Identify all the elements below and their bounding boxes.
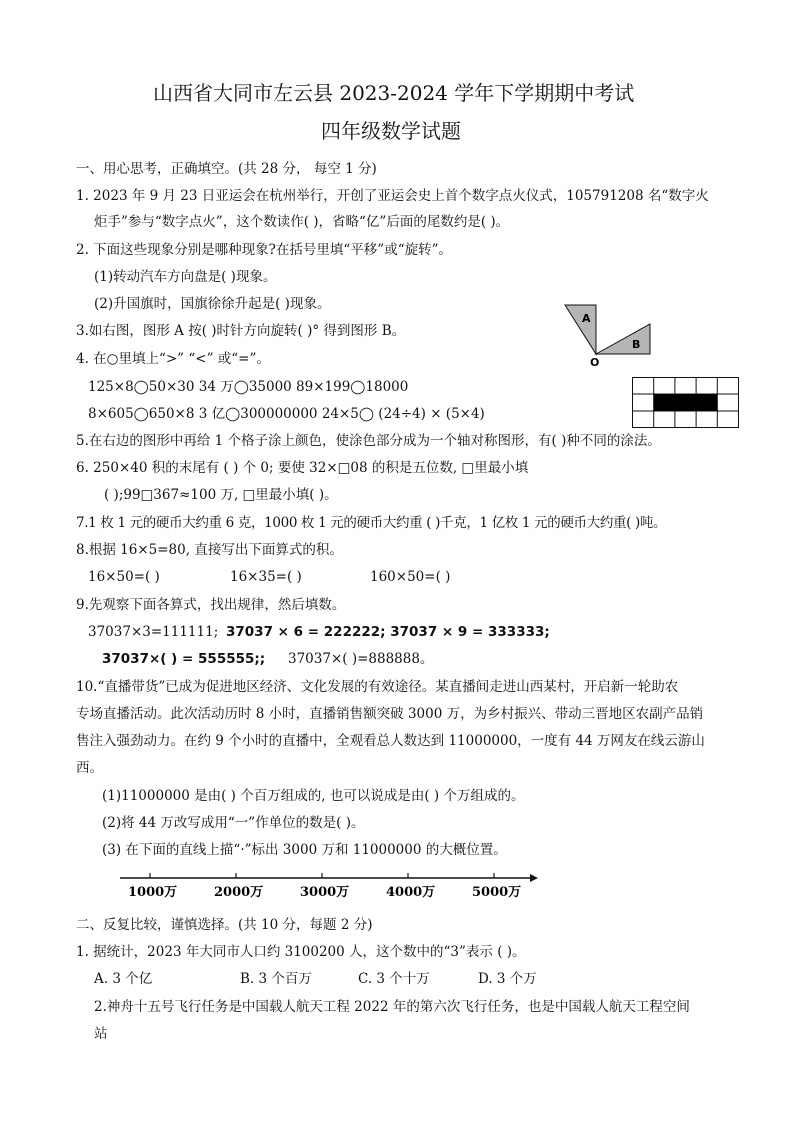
q10-c: (3) 在下面的直线上描“·”标出 3000 万和 11000000 的大概位置。 bbox=[102, 842, 507, 858]
s2-q1-option-d: D. 3 个万 bbox=[478, 971, 537, 987]
s2-q1-option-b: B. 3 个百万 bbox=[240, 971, 312, 987]
figure-o-label: O bbox=[590, 356, 600, 369]
tick-label-1: 1000万 bbox=[128, 885, 178, 900]
q1-line1: 1. 2023 年 9 月 23 日亚运会在杭州举行，开创了亚运会史上首个数字点火仪式，105791208 名“数字火 bbox=[76, 188, 709, 204]
q3-text: 3.如右图，图形 A 按( )时针方向旋转( )° 得到图形 B。 bbox=[76, 323, 406, 339]
q4-stem: 4. 在○里填上“>” “<” 或“=”。 bbox=[76, 351, 270, 367]
q6-line2: ( );99□367≈100 万, □里最小填( )。 bbox=[104, 487, 338, 503]
q7-text: 7.1 枚 1 元的硬币大约重 6 克，1000 枚 1 元的硬币大约重 ( )千克，1 亿枚 1 元的硬币大约重( )吨。 bbox=[76, 515, 667, 531]
q10-p3: 售注入强劲动力。在约 9 个小时的直播中，全观看总人数达到 11000000，一度有 44 万网友在线云游山 bbox=[76, 733, 705, 749]
q2-b: (2)升国旗时，国旗徐徐升起是( )现象。 bbox=[94, 296, 331, 312]
tick-label-3: 3000万 bbox=[300, 885, 350, 900]
number-line-arrow bbox=[530, 874, 538, 882]
symmetry-grid bbox=[632, 377, 740, 429]
q8-b: 16×35=( ) bbox=[230, 569, 302, 585]
q10-p2: 专场直播活动。此次活动历时 8 小时，直播销售额突破 3000 万，为乡村振兴、带动三晋地区农副产品销 bbox=[76, 706, 704, 722]
q9-stem: 9.先观察下面各算式，找出规律，然后填数。 bbox=[76, 597, 346, 613]
q9-l2a: 37037×( ) = 555555;; bbox=[102, 651, 266, 667]
page-title: 山西省大同市左云县 2023-2024 学年下学期期中考试 bbox=[153, 81, 635, 105]
q5-text: 5.在右边的图形中再给 1 个格子涂上颜色，使涂色部分成为一个轴对称图形，有( )种不同的涂法。 bbox=[76, 433, 661, 449]
figure-a-label: A bbox=[582, 312, 591, 325]
q9-l2b: 37037×( )=888888。 bbox=[288, 651, 434, 667]
q10-p4: 西。 bbox=[76, 760, 103, 776]
section2-heading: 二、反复比较，谨慎选择。(共 10 分，每题 2 分) bbox=[76, 917, 373, 933]
q9-l1a: 37037×3=111111; bbox=[88, 624, 219, 640]
q8-c: 160×50=( ) bbox=[370, 569, 451, 585]
figure-b-shape bbox=[596, 324, 650, 354]
q2-stem: 2. 下面这些现象分别是哪种现象?在括号里填“平移”或“旋转”。 bbox=[76, 242, 453, 258]
tick-label-2: 2000万 bbox=[214, 885, 264, 900]
s2-q1-option-a: A. 3 个亿 bbox=[94, 971, 153, 987]
figure-a-shape bbox=[565, 305, 596, 354]
q1-line2: 炬手”参与“数字点火”，这个数读作( )，省略“亿”后面的尾数约是( )。 bbox=[94, 214, 510, 230]
tick-label-5: 5000万 bbox=[472, 885, 522, 900]
rotation-figure bbox=[560, 300, 660, 370]
s2-q1-option-c: C. 3 个十万 bbox=[358, 971, 430, 987]
s2-q2-line1: 2.神舟十五号飞行任务是中国载人航天工程 2022 年的第六次飞行任务，也是中国载人航天工程空间 bbox=[94, 999, 690, 1015]
q8-stem: 8.根据 16×5=80, 直接写出下面算式的积。 bbox=[76, 542, 343, 558]
page-subtitle: 四年级数学试题 bbox=[321, 119, 461, 143]
q2-a: (1)转动汽车方向盘是( )现象。 bbox=[94, 269, 277, 285]
section1-heading: 一、用心思考，正确填空。(共 28 分， 每空 1 分) bbox=[76, 161, 377, 177]
q6-line1: 6. 250×40 积的末尾有 ( ) 个 0; 要使 32×□08 的积是五位数, □里最小填 bbox=[76, 460, 529, 476]
q8-a: 16×50=( ) bbox=[88, 569, 160, 585]
figure-b-label: B bbox=[632, 338, 641, 351]
tick-label-4: 4000万 bbox=[386, 885, 436, 900]
q10-p1: 10.“直播带货”已成为促进地区经济、文化发展的有效途径。某直播间走进山西某村，开启新一轮助农 bbox=[76, 679, 679, 695]
shaded-cells bbox=[654, 394, 718, 411]
q10-b: (2)将 44 万改写成用“一”作单位的数是( )。 bbox=[102, 815, 365, 831]
s2-q1-stem: 1. 据统计，2023 年大同市人口约 3100200 人，这个数中的“3”表示 ( )。 bbox=[76, 944, 526, 960]
s2-q2-line2: 站 bbox=[94, 1026, 108, 1042]
q10-a: (1)11000000 是由( ) 个百万组成的, 也可以说成是由( ) 个万组成的。 bbox=[102, 788, 525, 804]
q4-row1: 125×8◯50×30 34 万◯35000 89×199◯18000 bbox=[88, 379, 409, 395]
number-line bbox=[118, 868, 538, 904]
q4-row2: 8×605◯650×8 3 亿◯300000000 24×5◯ (24÷4) × (5×4) bbox=[88, 406, 485, 422]
q9-l1b: 37037 × 6 = 222222; 37037 × 9 = 333333; bbox=[226, 624, 550, 640]
